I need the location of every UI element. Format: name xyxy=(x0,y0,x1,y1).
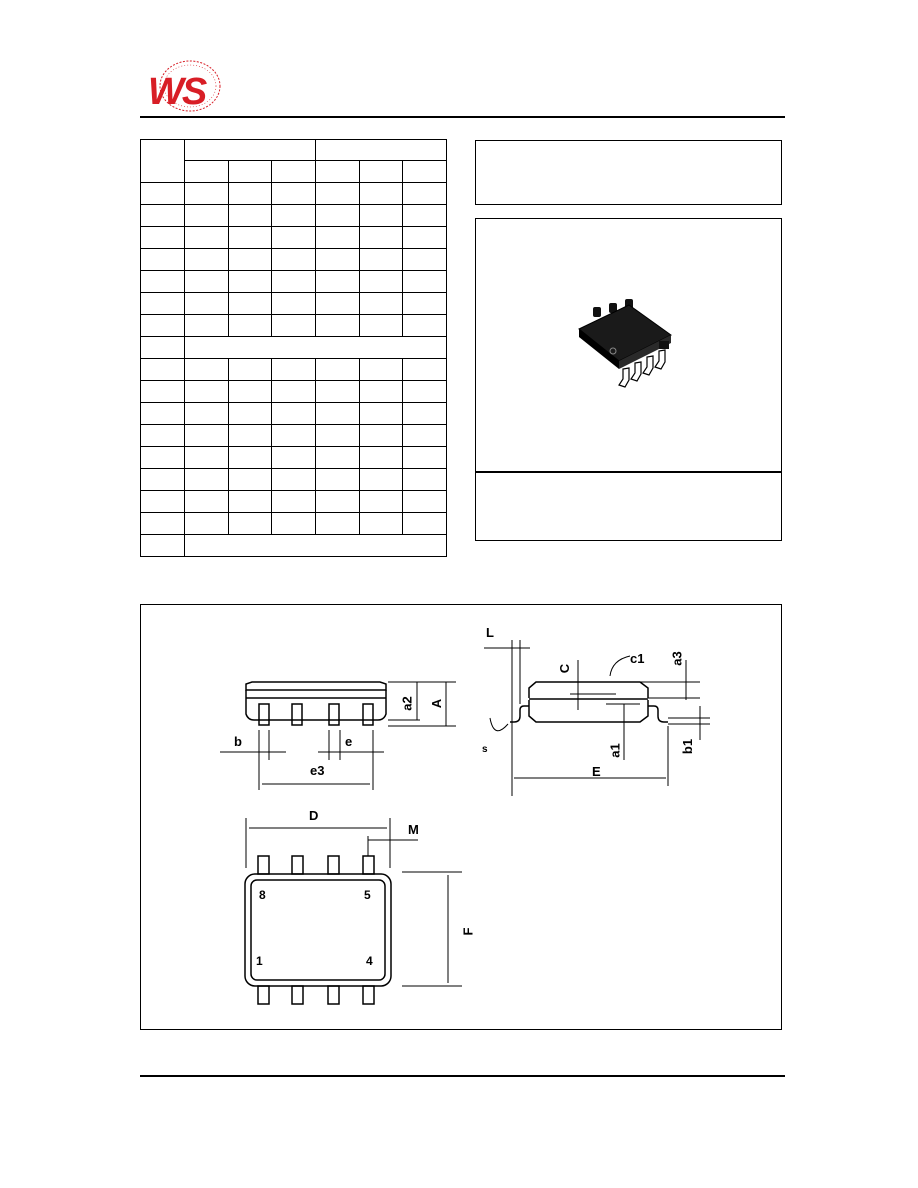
dim-label-E: E xyxy=(592,764,601,779)
dim-label-c: C xyxy=(557,663,573,674)
dim-label-s: s xyxy=(482,744,488,755)
dim-label-A: A xyxy=(429,698,445,709)
dim-label-a2: a2 xyxy=(399,696,415,711)
pin-number-5: 5 xyxy=(364,888,371,902)
dim-label-F: F xyxy=(460,927,476,936)
dim-label-b: b xyxy=(234,734,242,749)
dim-label-a3: a3 xyxy=(669,651,685,666)
dim-label-D: D xyxy=(309,808,319,823)
pin-number-1: 1 xyxy=(256,954,263,968)
dim-label-a1: a1 xyxy=(607,743,623,758)
dim-label-M: M xyxy=(408,822,419,837)
dim-label-c1: c1 xyxy=(630,651,645,666)
dim-label-b1: b1 xyxy=(680,738,696,755)
dim-label-e: e xyxy=(345,734,353,749)
logo-text: WS xyxy=(148,71,206,113)
pin-number-4: 4 xyxy=(366,954,373,968)
dim-label-L: L xyxy=(486,625,494,640)
footer-rule xyxy=(140,1075,785,1077)
pin-number-8: 8 xyxy=(259,888,266,902)
dim-label-e3: e3 xyxy=(310,763,325,778)
